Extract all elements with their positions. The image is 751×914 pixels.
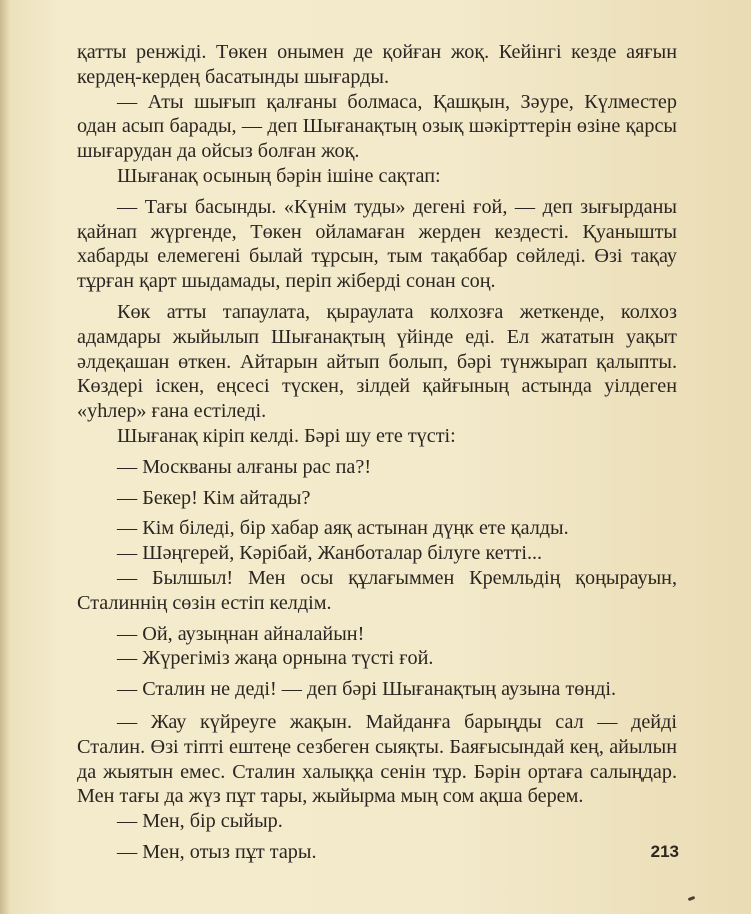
dialogue-line: — Мен, отыз пұт тары. [117,840,317,863]
paragraph: — Тағы басынды. «Күнім туды» дегені ғой, — деп зығырданы қайнап жүргенде, Төкен ойламаған жерден кездесті. Қуанышты хабарды елемегені былай тұрсын, тым тақаббар сөйледі. Өзі тақау тұрған қарт шыдамады, періп жіберді сонан соң. [77,195,677,293]
dialogue-line: — Сталин не деді! — деп бәрі Шығанақтың аузына төнді. [117,678,617,701]
page-spine-shadow [0,0,10,914]
page-number: 213 [650,842,679,861]
paragraph: Көк атты тапаулата, қыраулата колхозға жеткенде, колхоз адамдары жыйылып Шығанақтың үйінде еді. Ел жататын уақыт әлдеқашан өткен. Айтарын айтып болып, бәрі түнжырап қалыпты. Көздері іскен, еңсесі түскен, зілдей қайғының астында уілдеген «уһлер» ғана естіледі. [77,300,677,423]
dialogue-line: — Ой, аузыңнан айналайын! [117,622,365,645]
paragraph: Шығанақ кіріп келді. Бәрі шу ете түсті: [117,424,456,447]
dialogue-line: — Москваны алғаны рас па?! [117,455,372,478]
dialogue-line: — Шәңгерей, Кәрібай, Жанботалар білуге кетті... [117,542,543,565]
paragraph: Шығанақ осының бәрін ішіне сақтап: [117,164,441,187]
print-speck [688,896,696,901]
dialogue-line: — Кім біледі, бір хабар аяқ астынан дүңк ете қалды. [117,517,569,540]
dialogue-line: — Бекер! Кім айтады? [117,486,311,509]
dialogue-line: — Жүрегіміз жаңа орнына түсті ғой. [117,647,434,670]
dialogue-line: — Мен, бір сыйыр. [117,810,283,833]
book-page-text [77,40,677,865]
dialogue-line: — Жау күйреуге жақын. Майданға барыңды сал — дейді Сталин. Өзі тіпті ештеңе сезбеген сыяқты. Баяғысындай кең, айылын да жыятын емес. Сталин халыққа сенін тұр. Бәрін ортаға салыңдар. Мен тағы да жүз пұт тары, жыйырма мың сом ақша берем. [77,710,677,808]
dialogue-line: — Былшыл! Мен осы құлағыммен Кремльдің қоңырауын, Сталиннің сөзін естіп келдім. [77,566,677,614]
paragraph: қатты ренжіді. Төкен онымен де қойған жоқ. Кейінгі кезде аяғын кердең-кердең басатынды шығарды. [77,41,677,88]
paragraph: — Аты шығып қалғаны болмаса, Қашқын, Зәуре, Күлместер одан асып барады, — деп Шығанақтың озық шәкірттерін өзіне қарсы шығарудан да ойсыз болған жоқ. [77,90,677,163]
